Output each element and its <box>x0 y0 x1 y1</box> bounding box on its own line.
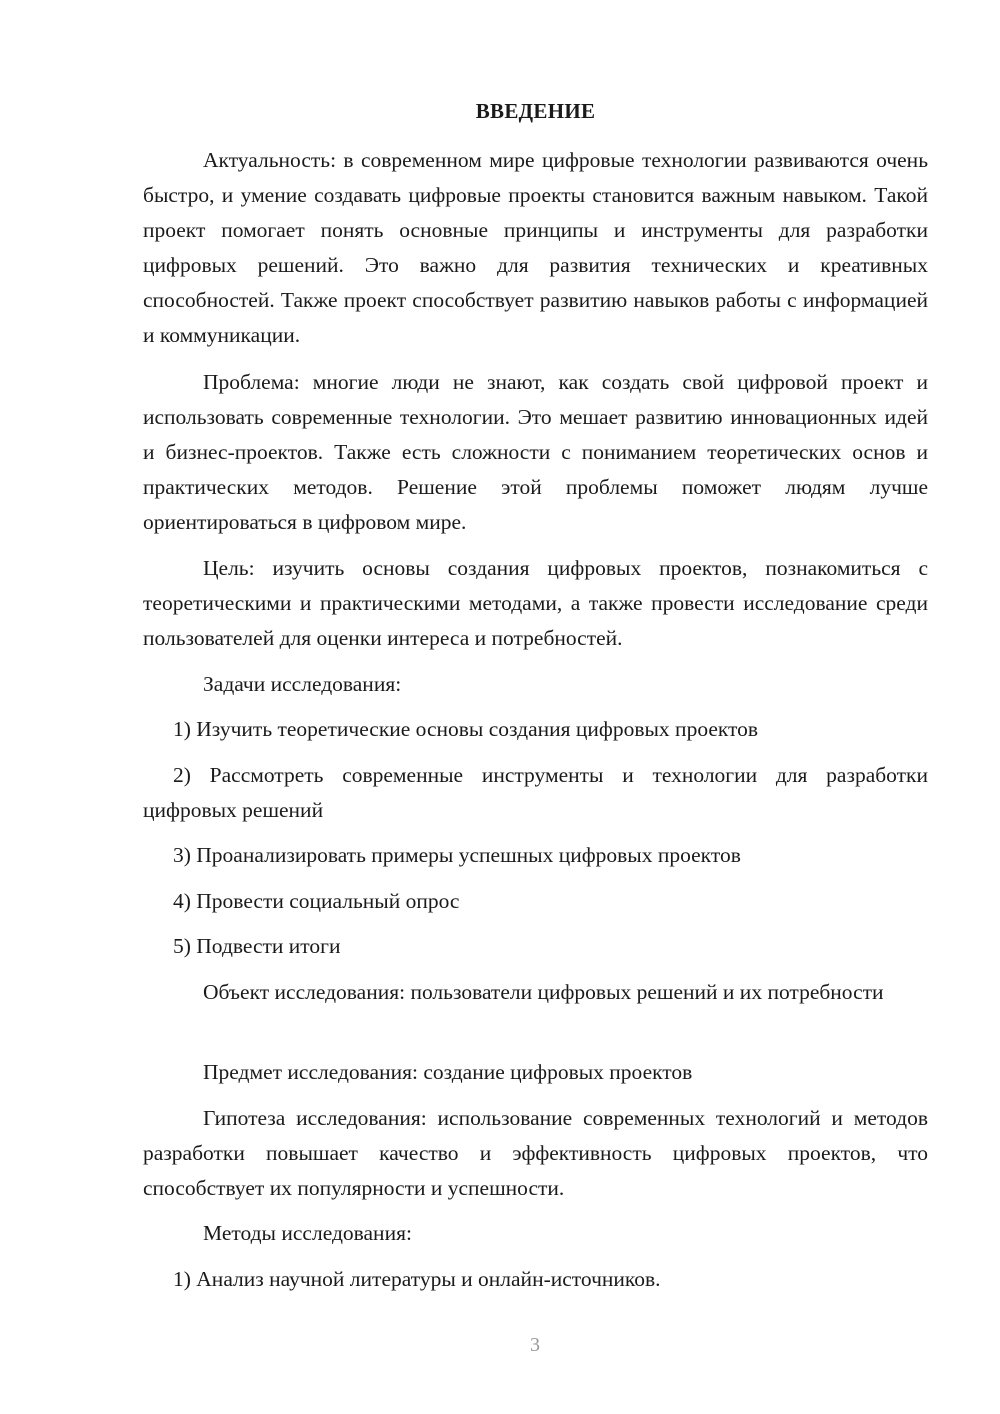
paragraph-methods-heading: Методы исследования: <box>203 1221 412 1245</box>
list-item: 2) Рассмотреть современные инструменты и технологии для разработки цифровых решений <box>143 763 928 822</box>
list-item: 1) Изучить теоретические основы создания цифровых проектов <box>173 717 759 741</box>
page-number: 3 <box>530 1334 540 1356</box>
paragraph-tasks-heading: Задачи исследования: <box>203 672 402 696</box>
list-item: 4) Провести социальный опрос <box>173 889 460 913</box>
paragraph-hypothesis: Гипотеза исследования: использование современных технологий и методов разработки повышает качество и эффективность цифровых проектов, что способствует их популярности и успешности. <box>143 1106 928 1200</box>
list-item: 5) Подвести итоги <box>173 934 341 958</box>
paragraph-goal: Цель: изучить основы создания цифровых проектов, познакомиться с теоретическими и практическими методами, а также провести исследование среди пользователей для оценки интереса и потребностей. <box>143 556 928 650</box>
paragraph-problem: Проблема: многие люди не знают, как создать свой цифровой проект и использовать современные технологии. Это мешает развитию инновационных идей и бизнес-проектов. Также есть сложности с пониманием теоретических основ и практических методов. Решение этой проблемы поможет людям лучше ориентироваться в цифровом мире. <box>143 370 928 534</box>
list-item: 1) Анализ научной литературы и онлайн-источников. <box>173 1267 661 1291</box>
page-title: ВВЕДЕНИЕ <box>475 99 596 123</box>
paragraph-relevance: Актуальность: в современном мире цифровые технологии развиваются очень быстро, и умение создавать цифровые проекты становится важным навыком. Такой проект помогает понять основные принципы и инструменты для разработки цифровых решений. Это важно для развития технических и креативных способностей. Также проект способствует развитию навыков работы с информацией и коммуникации. <box>143 148 928 347</box>
paragraph-object: Объект исследования: пользователи цифровых решений и их потребности <box>203 980 884 1004</box>
paragraph-subject: Предмет исследования: создание цифровых проектов <box>203 1060 693 1084</box>
list-item: 3) Проанализировать примеры успешных цифровых проектов <box>173 843 741 867</box>
